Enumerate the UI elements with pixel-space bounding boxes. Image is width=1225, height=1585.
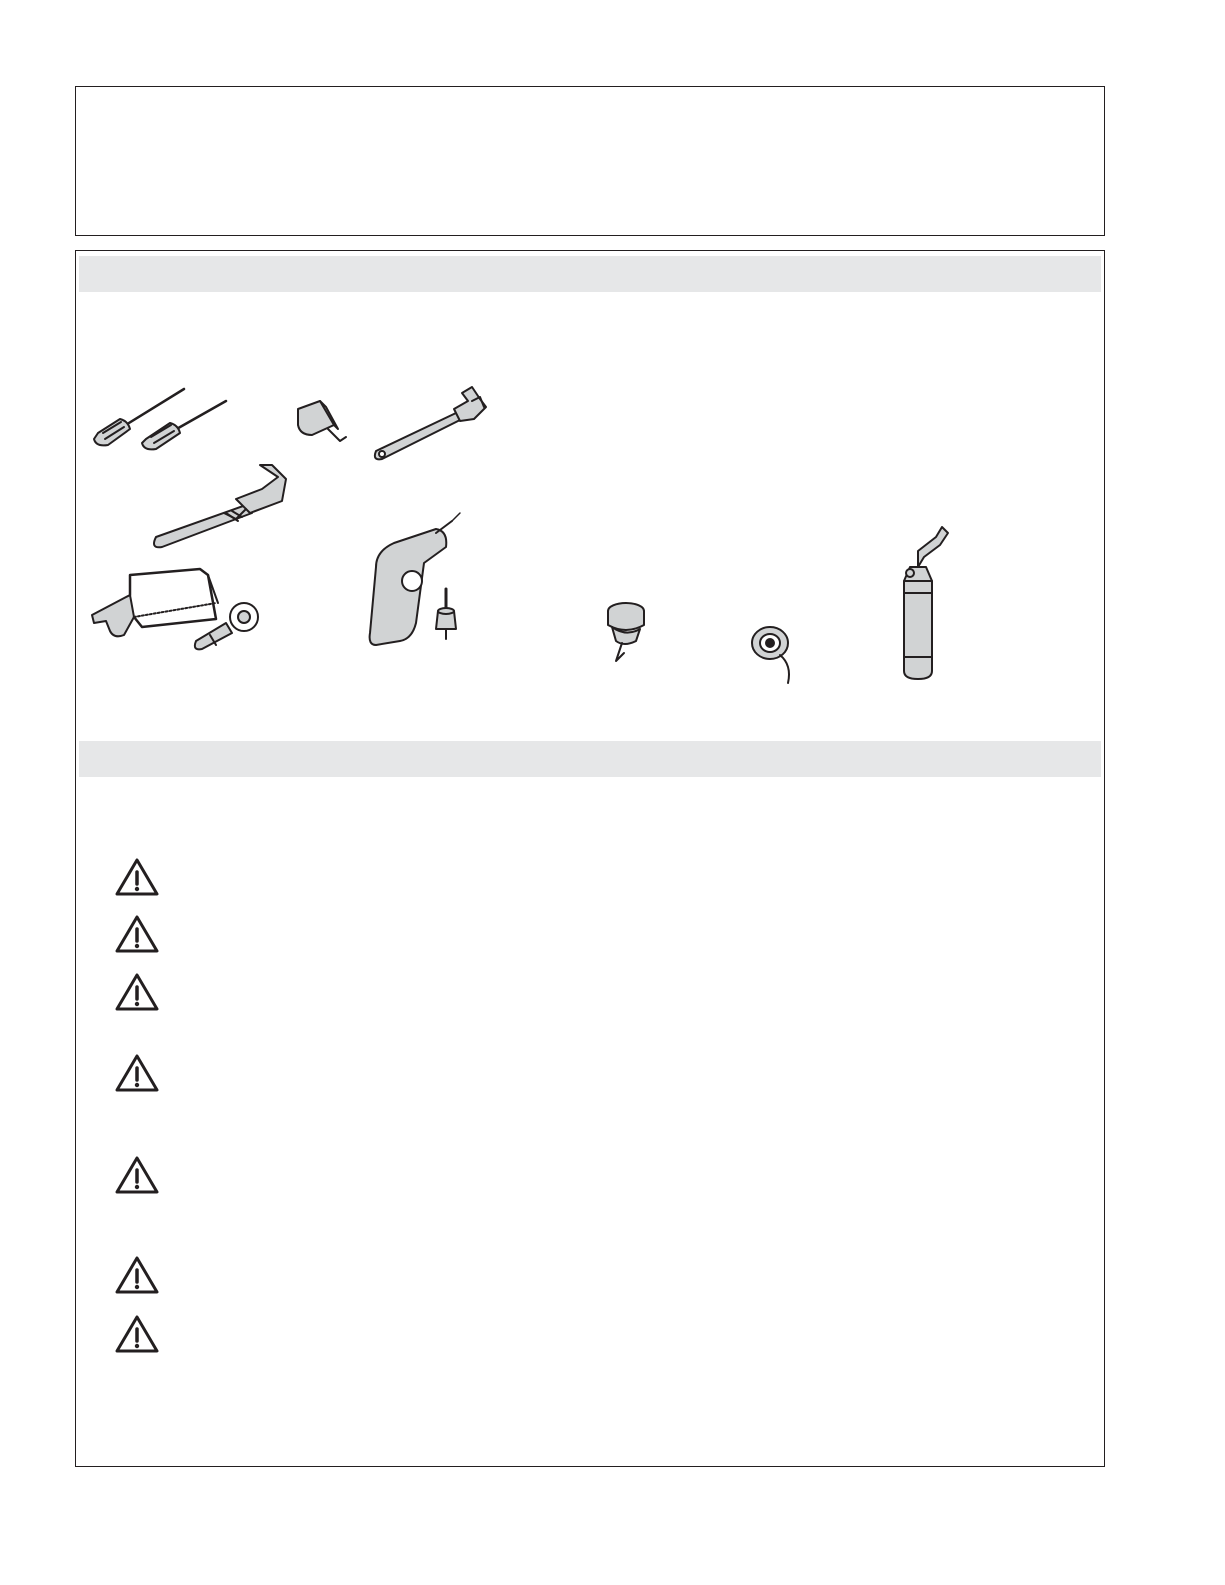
tape-measure-icon bbox=[298, 401, 346, 441]
adjustable-wrench-icon bbox=[375, 387, 486, 459]
tools-illustration bbox=[76, 251, 1106, 731]
warning-icon bbox=[114, 914, 160, 954]
hacksaw-icon bbox=[92, 569, 218, 636]
plumbers-putty-icon bbox=[608, 603, 644, 661]
pipe-wrench-icon bbox=[154, 465, 286, 547]
warning-icon bbox=[114, 1155, 160, 1195]
propane-torch-icon bbox=[904, 527, 948, 679]
warning-icon bbox=[114, 1053, 160, 1093]
tube-cutter-icon bbox=[195, 603, 258, 649]
warning-icon bbox=[114, 857, 160, 897]
warning-icon bbox=[114, 1255, 160, 1295]
safety-section-header bbox=[79, 741, 1101, 777]
header-box bbox=[75, 86, 1105, 236]
solder-spool-icon bbox=[752, 627, 789, 683]
screwdrivers-icon bbox=[94, 389, 226, 449]
warning-icon bbox=[114, 972, 160, 1012]
warning-icon bbox=[114, 1314, 160, 1354]
hole-saw-icon bbox=[436, 589, 456, 639]
content-box bbox=[75, 250, 1105, 1467]
